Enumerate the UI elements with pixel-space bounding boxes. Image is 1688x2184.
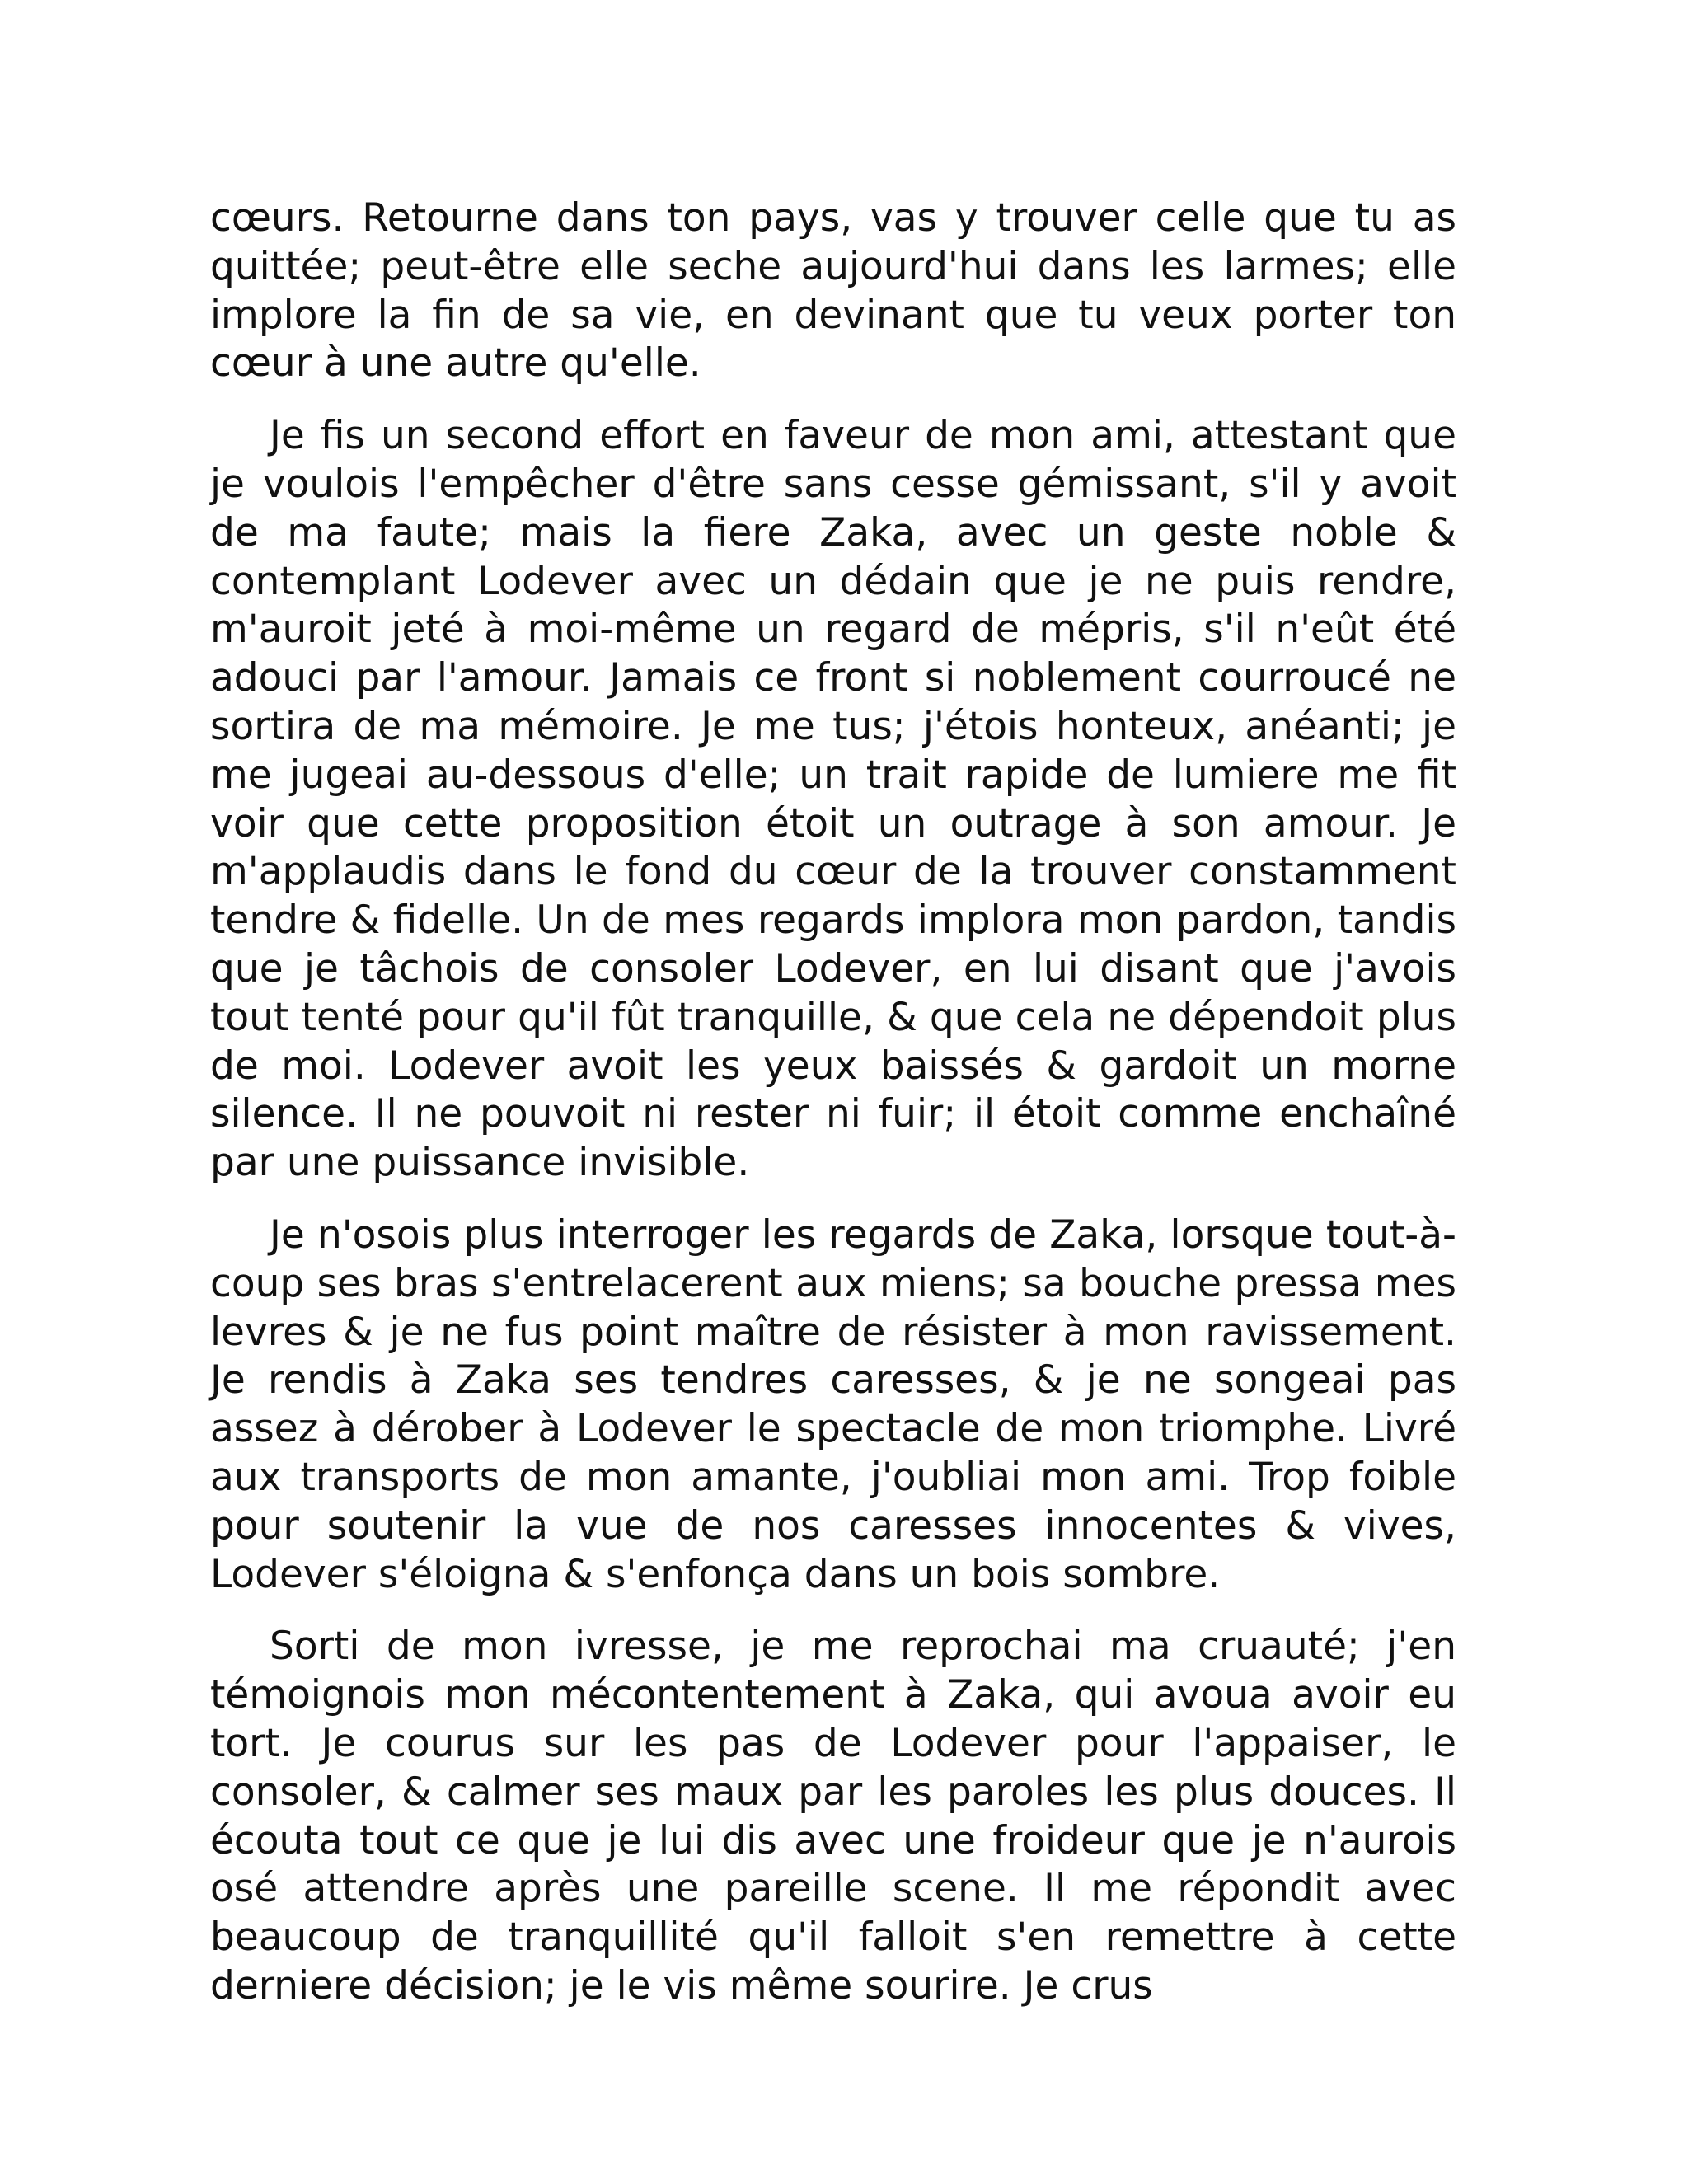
paragraph-continuation: cœurs. Retourne dans ton pays, vas y trouver celle que tu as quittée; peut-être elle seche aujourd'hui dans les larmes; elle implore la fin de sa vie, en devinant que tu veux porter ton cœur à une autre qu'elle. [210,195,1456,387]
paragraph: Je fis un second effort en faveur de mon ami, attestant que je voulois l'empêcher d'être sans cesse gémissant, s'il y avoit de ma faute; mais la fiere Zaka, avec un geste noble & contemplant Lodever avec un dédain que je ne puis rendre, m'auroit jeté à moi-même un regard de mépris, s'il n'eût été adouci par l'amour. Jamais ce front si noblement courroucé ne sortira de ma mémoire. Je me tus; j'étois honteux, anéanti; je me jugeai au-dessous d'elle; un trait rapide de lumiere me fit voir que cette proposition étoit un outrage à son amour. Je m'applaudis dans le fond du cœur de la trouver constamment tendre & fidelle. Un de mes regards implora mon pardon, tandis que je tâchois de consoler Lodever, en lui disant que j'avois tout tenté pour qu'il fût tranquille, & que cela ne dépendoit plus de moi. Lodever avoit les yeux baissés & gardoit un morne silence. Il ne pouvoit ni rester ni fuir; il étoit comme enchaîné par une puissance invisible. [210,413,1456,1186]
paragraph: Je n'osois plus interroger les regards de Zaka, lorsque tout-à-coup ses bras s'entrelacerent aux miens; sa bouche pressa mes levres & je ne fus point maître de résister à mon ravissement. Je rendis à Zaka ses tendres caresses, & je ne songeai pas assez à dérober à Lodever le spectacle de mon triomphe. Livré aux transports de mon amante, j'oubliai mon ami. Trop foible pour soutenir la vue de nos caresses innocentes & vives, Lodever s'éloigna & s'enfonça dans un bois sombre. [210,1212,1456,1597]
document-page [210,194,1456,2035]
paragraph: Sorti de mon ivresse, je me reprochai ma cruauté; j'en témoignois mon mécontentement à Zaka, qui avoua avoir eu tort. Je courus sur les pas de Lodever pour l'appaiser, le consoler, & calmer ses maux par les paroles les plus douces. Il écouta tout ce que je lui dis avec une froideur que je n'aurois osé attendre après une pareille scene. Il me répondit avec beaucoup de tranquillité qu'il falloit s'en remettre à cette derniere décision; je le vis même sourire. Je crus [210,1624,1456,2008]
